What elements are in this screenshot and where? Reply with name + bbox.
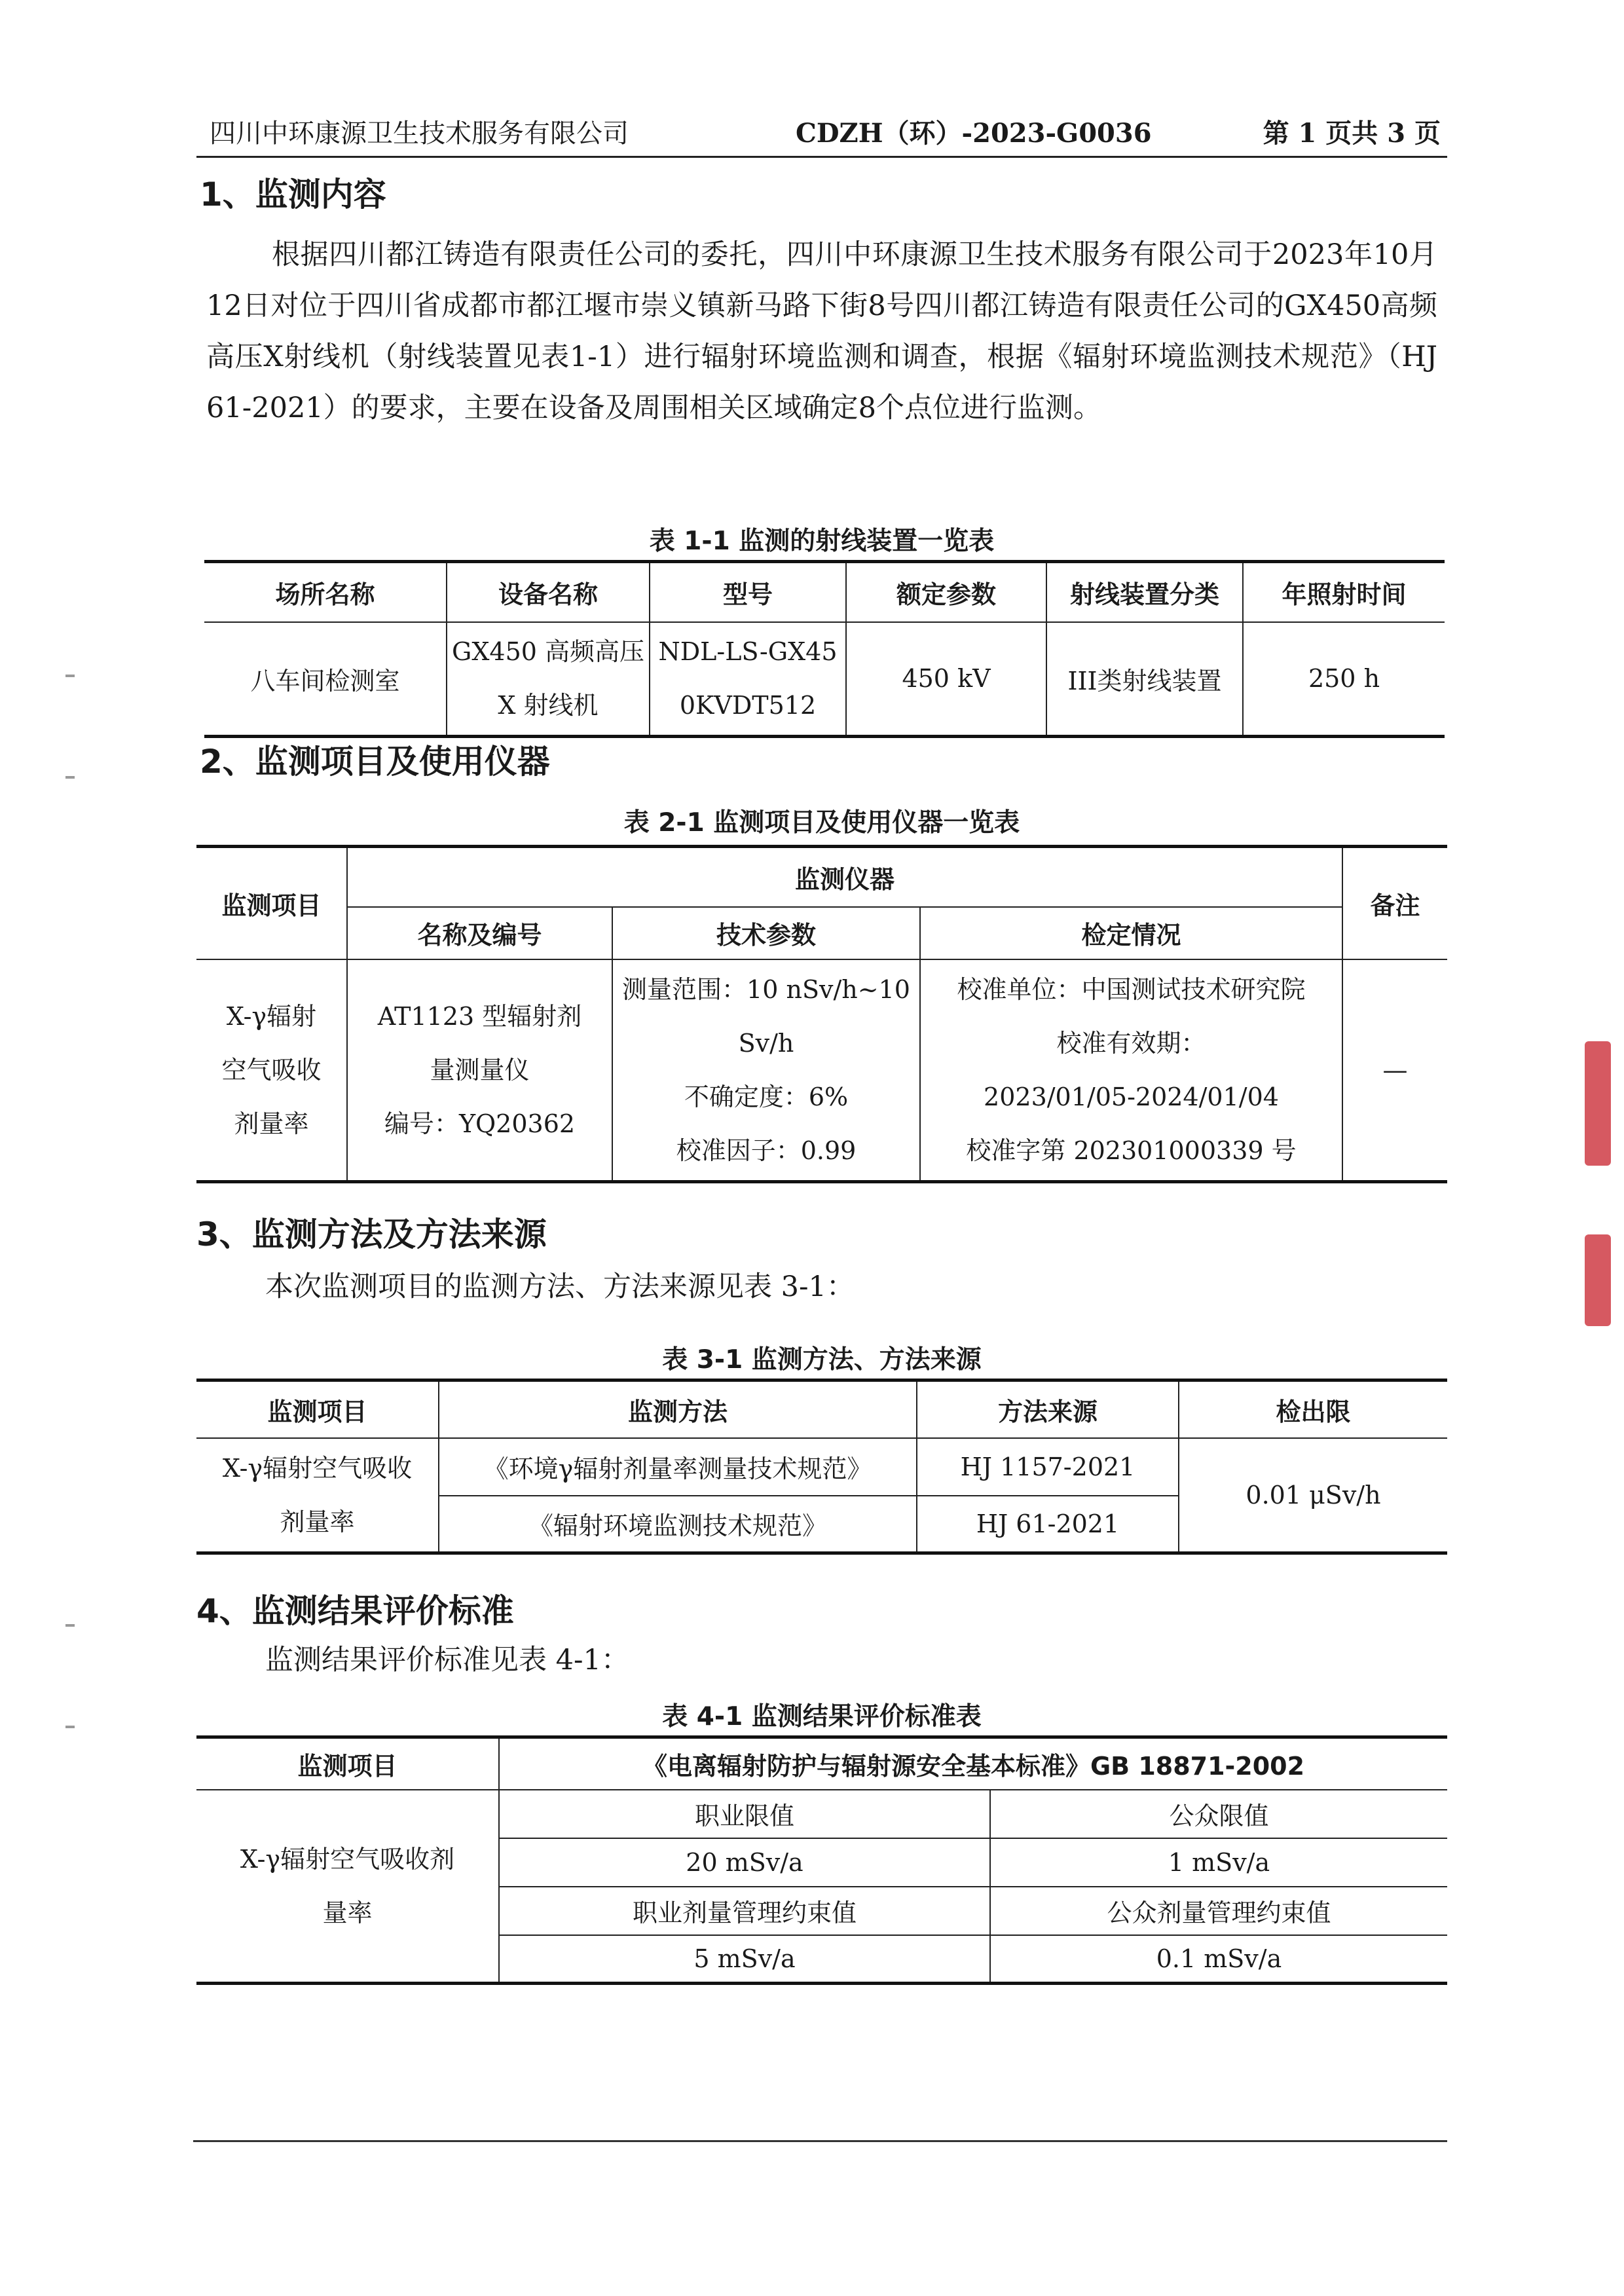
table3-caption: 表 3-1 监测方法、方法来源	[662, 1345, 982, 1375]
table3-header: 监测方法	[439, 1380, 917, 1438]
table2-header-remark: 备注	[1342, 847, 1447, 959]
section3-title: 3、监测方法及方法来源	[196, 1215, 547, 1253]
table3-limit: 0.01 μSv/h	[1179, 1438, 1447, 1553]
table1-header: 场所名称	[204, 562, 447, 622]
table1-header: 设备名称	[447, 562, 650, 622]
table3-header: 检出限	[1179, 1380, 1447, 1438]
table3-item-line: X-γ辐射空气吸收	[222, 1453, 413, 1483]
document-number: CDZH（环）-2023-G0036	[796, 118, 1152, 149]
table4-caption: 表 4-1 监测结果评价标准表	[662, 1702, 982, 1731]
section4-intro: 监测结果评价标准见表 4-1：	[265, 1644, 629, 1676]
table1-place: 八车间检测室	[204, 622, 447, 737]
table3-row	[196, 1438, 1447, 1496]
table4-occ-constraint: 5 mSv/a	[499, 1935, 990, 1984]
table2-row	[196, 959, 1447, 1182]
table2	[196, 845, 1447, 1183]
footer-rule	[193, 2140, 1447, 2142]
table1	[204, 560, 1445, 738]
table4-header-item: 监测项目	[196, 1737, 499, 1790]
table1-header: 型号	[650, 562, 846, 622]
table1-header-row	[204, 562, 1445, 622]
margin-mark	[65, 1726, 75, 1728]
table1-header: 射线装置分类	[1046, 562, 1243, 622]
margin-mark	[65, 1624, 75, 1627]
section2-title: 2、监测项目及使用仪器	[200, 743, 550, 781]
table1-model	[650, 622, 846, 737]
table3-method: 《辐射环境监测技术规范》	[439, 1496, 917, 1553]
section1-title: 1、监测内容	[200, 176, 386, 213]
table2-name	[347, 959, 612, 1182]
table2-params	[612, 959, 920, 1182]
table2-calib-line: 校准单位：中国测试技术研究院	[957, 974, 1306, 1004]
company-name: 四川中环康源卫生技术服务有限公司	[210, 119, 629, 149]
table2-name-line: 量测量仪	[430, 1055, 530, 1084]
table2-params-line: Sv/h	[738, 1028, 794, 1058]
table2-calib-line: 校准有效期：	[1056, 1028, 1206, 1058]
table1-header: 额定参数	[846, 562, 1046, 622]
seal-fragment	[1585, 1234, 1611, 1326]
table3-source: HJ 61-2021	[917, 1496, 1179, 1553]
table4-pub-limit-label: 公众限值	[990, 1790, 1447, 1838]
page-header	[196, 110, 1447, 158]
table4	[196, 1735, 1447, 1985]
table2-header-name: 名称及编号	[347, 907, 612, 959]
table1-category: III类射线装置	[1046, 622, 1243, 737]
table4-item	[196, 1790, 499, 1984]
table2-params-line: 校准因子：0.99	[676, 1136, 857, 1165]
table4-occ-limit: 20 mSv/a	[499, 1838, 990, 1887]
table1-header: 年照射时间	[1243, 562, 1445, 622]
table4-pub-limit: 1 mSv/a	[990, 1838, 1447, 1887]
table2-header-params: 技术参数	[612, 907, 920, 959]
section4-title: 4、监测结果评价标准	[196, 1592, 514, 1630]
table2-header-row	[196, 847, 1447, 907]
table3-header: 监测项目	[196, 1380, 439, 1438]
table2-calib-line: 2023/01/05-2024/01/04	[984, 1082, 1279, 1111]
table1-caption: 表 1-1 监测的射线装置一览表	[649, 527, 995, 556]
table2-item-line: 剂量率	[234, 1109, 309, 1138]
table3-item-line: 剂量率	[280, 1507, 355, 1536]
table2-name-line: 编号：YQ20362	[384, 1109, 576, 1138]
table4-item-line: X-γ辐射空气吸收剂	[240, 1844, 455, 1874]
table1-rating: 450 kV	[846, 622, 1046, 737]
table2-item	[196, 959, 347, 1182]
table4-header-standard: 《电离辐射防护与辐射源安全基本标准》GB 18871-2002	[499, 1737, 1447, 1790]
table3-item	[196, 1438, 439, 1553]
table4-header-row	[196, 1737, 1447, 1790]
section3-intro: 本次监测项目的监测方法、方法来源见表 3-1：	[265, 1270, 855, 1303]
page-number: 第 1 页共 3 页	[1263, 118, 1441, 149]
table2-calib-line: 校准字第 202301000339 号	[966, 1136, 1297, 1165]
table4-pub-constraint: 0.1 mSv/a	[990, 1935, 1447, 1984]
table2-item-line: 空气吸收	[221, 1055, 322, 1084]
table4-row	[196, 1790, 1447, 1838]
table4-occ-constraint-label: 职业剂量管理约束值	[499, 1887, 990, 1935]
table1-device-line: GX450 高频高压	[451, 637, 645, 667]
table4-item-line: 量率	[322, 1898, 373, 1927]
table2-subheader-row	[196, 907, 1447, 959]
table1-model-line: 0KVDT512	[679, 691, 817, 720]
table4-pub-constraint-label: 公众剂量管理约束值	[990, 1887, 1447, 1935]
section1-paragraph: 根据四川都江铸造有限责任公司的委托，四川中环康源卫生技术服务有限公司于2023年10月12日对位于四川省成都市都江堰市崇义镇新马路下街8号四川都江铸造有限责任公司的GX450高频高压X射线机（射线装置见表1-1）进行辐射环境监测和调查，根据《辐射环境监测技术规范》（HJ 61-2021）的要求，主要在设备及周围相关区域确定8个点位进行监测。	[206, 238, 1437, 424]
margin-mark	[65, 675, 75, 677]
table2-item-line: X-γ辐射	[226, 1001, 317, 1031]
table2-name-line: AT1123 型辐射剂	[377, 1001, 582, 1031]
table3-method: 《环境γ辐射剂量率测量技术规范》	[439, 1438, 917, 1496]
table2-caption: 表 2-1 监测项目及使用仪器一览表	[623, 808, 1020, 838]
table3-header: 方法来源	[917, 1380, 1179, 1438]
table2-header-item: 监测项目	[196, 847, 347, 959]
table3	[196, 1379, 1447, 1555]
table1-row	[204, 622, 1445, 737]
table1-hours: 250 h	[1243, 622, 1445, 737]
table2-header-instrument: 监测仪器	[347, 847, 1342, 907]
table2-params-line: 测量范围：10 nSv/h~10	[622, 974, 910, 1004]
table2-calib	[920, 959, 1342, 1182]
table1-device-line: X 射线机	[498, 691, 599, 720]
seal-fragment	[1585, 1041, 1611, 1166]
table2-params-line: 不确定度：6%	[684, 1082, 849, 1111]
table4-occ-limit-label: 职业限值	[499, 1790, 990, 1838]
table2-remark: —	[1342, 959, 1447, 1182]
table2-header-calib: 检定情况	[920, 907, 1342, 959]
table3-source: HJ 1157-2021	[917, 1438, 1179, 1496]
margin-mark	[65, 776, 75, 779]
table1-device	[447, 622, 650, 737]
table3-header-row	[196, 1380, 1447, 1438]
table1-model-line: NDL-LS-GX45	[658, 637, 838, 667]
